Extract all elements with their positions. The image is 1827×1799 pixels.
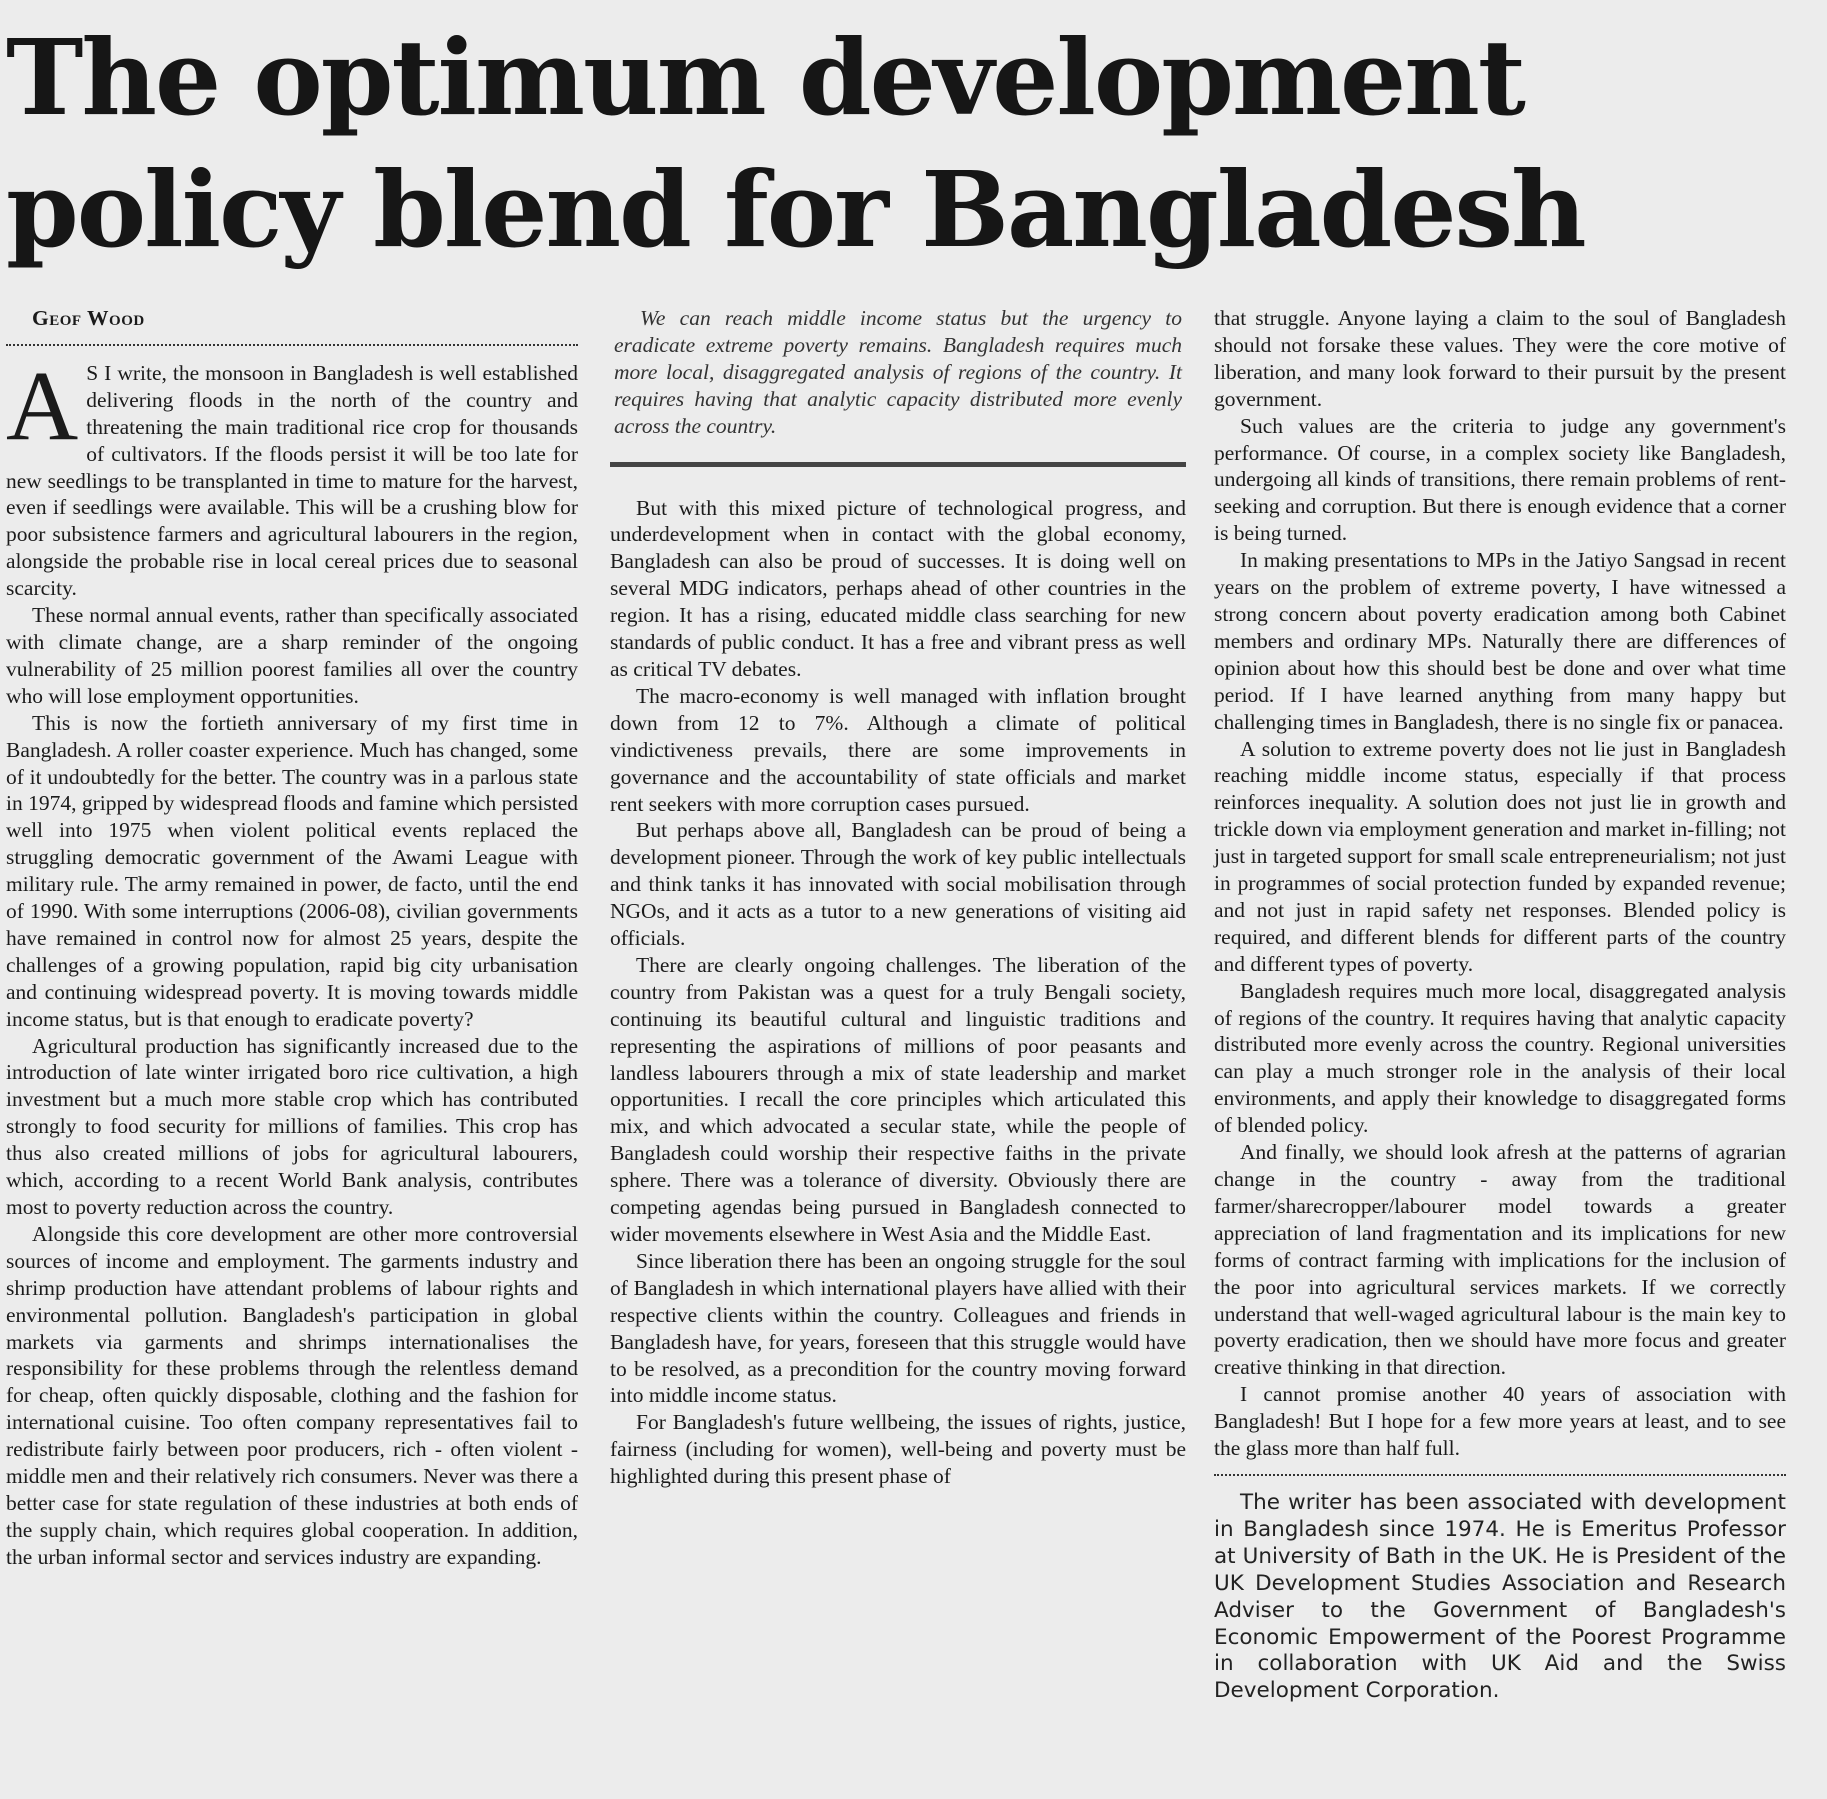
article-paragraph: The macro-economy is well managed with inflation brought down from 12 to 7%. Although a climate of political vindictiveness prevails, there are some improvements in governance and the accountability of state officials and market rent seekers with more corruption cases pursued.	[610, 683, 1186, 816]
author-footnote: The writer has been associated with development in Bangladesh since 1974. He is Emeritus Professor at University of Bath in the UK. He is President of the UK Development Studies Association and Research Adviser to the Government of Bangladesh's Economic Empowerment of the Poorest Programme in collaboration with UK Aid and the Swiss Development Corporation.	[1214, 1489, 1786, 1704]
pull-quote: We can reach middle income status but the urgency to eradicate extreme poverty remains. Bangladesh requires much more local, disaggregated analysis of regions of the country. It requires having that analytic capacity distributed more evenly across the country.	[614, 306, 1182, 438]
article-paragraph: But perhaps above all, Bangladesh can be proud of being a development pioneer. Through the work of key public intellectuals and think tanks it has innovated with social mobilisation through NGOs, and it acts as a tutor to a new generations of visiting aid officials.	[610, 818, 1186, 951]
article-paragraph: Such values are the criteria to judge any government's performance. Of course, in a complex society like Bangladesh, undergoing all kinds of transitions, there remain problems of rent-seeking and corruption. But there is enough evidence that a corner is being turned.	[1214, 413, 1786, 546]
byline: Geof Wood	[32, 306, 145, 330]
article-paragraph: These normal annual events, rather than specifically associated with climate change, are a sharp reminder of the ongoing vulnerability of 25 million poorest families all over the country who will lose employment opportunities.	[6, 603, 578, 708]
headline: The optimum development policy blend for Bangladesh	[6, 16, 1585, 271]
article-paragraph: A solution to extreme poverty does not lie just in Bangladesh reaching middle income status, especially if that process reinforces inequality. A solution does not just lie in growth and trickle down via employment generation and market in-filling; not just in targeted support for small scale entrepreneurialism; not just in programmes of social protection funded by expanded revenue; and not just in rapid safety net responses. Blended policy is required, and different blends for different parts of the country and different types of poverty.	[1214, 736, 1786, 976]
article-paragraph: But with this mixed picture of technological progress, and underdevelopment when in contact with the global economy, Bangladesh can also be proud of successes. It is doing well on several MDG indicators, perhaps ahead of other countries in the region. It has a rising, educated middle class searching for new standards of public conduct. It has a free and vibrant press as well as critical TV debates.	[610, 495, 1186, 681]
article-paragraph: Bangladesh requires much more local, disaggregated analysis of regions of the country. It requires having that analytic capacity distributed more evenly across the country. Regional universities can play a much stronger role in the analysis of their local environments, and apply their knowledge to disaggregated forms of blended policy.	[1214, 978, 1786, 1138]
footnote-divider	[1214, 1474, 1786, 1476]
paragraph-text: S I write, the monsoon in Bangladesh is well established delivering floods in the north of the country and threatening the main traditional rice crop for thousands of cultivators. If the floods persist it will be too late for new seedlings to be transplanted in time to mature for the harvest, even if seedlings were available. This will be a crushing blow for poor subsistence farmers and agricultural labourers in the region, alongside the probable rise in local cereal prices due to seasonal scarcity.	[6, 360, 578, 601]
article-paragraph: And finally, we should look afresh at the patterns of agrarian change in the country - away from the traditional farmer/sharecropper/labourer model towards a greater appreciation of land fragmentation and its implications for new forms of contract farming with implications for the inclusion of the poor into agricultural services markets. If we correctly understand that well-waged agricultural labour is the main key to poverty eradication, then we should have more focus and greater creative thinking in that direction.	[1214, 1140, 1786, 1380]
article-paragraph: This is now the fortieth anniversary of my first time in Bangladesh. A roller coaster experience. Much has changed, some of it undoubtedly for the better. The country was in a parlous state in 1974, gripped by widespread floods and famine which persisted well into 1975 when violent political events replaced the struggling democratic government of the Awami League with military rule. The army remained in power, de facto, until the end of 1990. With some interruptions (2006-08), civilian governments have remained in control now for almost 25 years, despite the challenges of a growing population, rapid big city urbanisation and continuing widespread poverty. It is moving towards middle income status, but is that enough to eradicate poverty?	[6, 710, 579, 1031]
article-paragraph: Since liberation there has been an ongoing struggle for the soul of Bangladesh in which international players have allied with their respective clients within the country. Colleagues and friends in Bangladesh have, for years, foreseen that this struggle would have to be resolved, as a precondition for the country moving forward into middle income status.	[610, 1248, 1186, 1408]
column-1	[6, 305, 578, 1571]
article-paragraph: In making presentations to MPs in the Jatiyo Sangsad in recent years on the problem of extreme poverty, I have witnessed a strong concern about poverty eradication among both Cabinet members and ordinary MPs. Naturally there are differences of opinion about how this should best be done and over what time period. If I have learned anything from many happy but challenging times in Bangladesh, there is no single fix or panacea.	[1214, 548, 1786, 734]
column-3	[1214, 305, 1786, 1705]
article-paragraph: For Bangladesh's future wellbeing, the issues of rights, justice, fairness (including for women), well-being and poverty must be highlighted during this present phase of	[610, 1410, 1186, 1489]
byline-divider	[6, 344, 578, 346]
article-paragraph: Agricultural production has significantly increased due to the introduction of late winter irrigated boro rice cultivation, a high investment but a much more stable crop which has contributed strongly to food security for millions of families. This crop has thus also created millions of jobs for agricultural labourers, which, according to a recent World Bank analysis, contributes most to poverty reduction across the country.	[6, 1033, 578, 1219]
column-2	[610, 305, 1186, 1490]
pull-quote-rule	[610, 462, 1186, 467]
article-paragraph	[6, 349, 578, 602]
article-paragraph: I cannot promise another 40 years of association with Bangladesh! But I hope for a few more years at least, and to see the glass more than half full.	[1214, 1382, 1786, 1461]
article-paragraph: Alongside this core development are other more controversial sources of income and employment. The garments industry and shrimp production have attendant problems of labour rights and environmental pollution. Bangladesh's participation in global markets via garments and shrimps internationalises the responsibility for these problems through the relentless demand for cheap, often quickly disposable, clothing and the fashion for international cuisine. Too often company representatives fail to redistribute fairly between poor producers, rich - often violent - middle men and their relatively rich consumers. Never was there a better case for state regulation of these industries at both ends of the supply chain, which requires global cooperation. In addition, the urban informal sector and services industry are expanding.	[6, 1221, 578, 1569]
drop-cap: A	[6, 349, 79, 461]
article-paragraph: that struggle. Anyone laying a claim to the soul of Bangladesh should not forsake these values. They were the core motive of liberation, and many look forward to their pursuit by the present government.	[1214, 306, 1786, 411]
article-paragraph: There are clearly ongoing challenges. The liberation of the country from Pakistan was a quest for a truly Bengali society, continuing its beautiful cultural and linguistic traditions and representing the aspirations of millions of poor peasants and landless labourers through a mix of state leadership and market opportunities. I recall the core principles which articulated this mix, and which advocated a secular state, while the people of Bangladesh could worship their respective faiths in the private sphere. There was a tolerance of diversity. Obviously there are competing agendas being pursued in Bangladesh connected to wider movements elsewhere in West Asia and the Middle East.	[610, 952, 1186, 1246]
